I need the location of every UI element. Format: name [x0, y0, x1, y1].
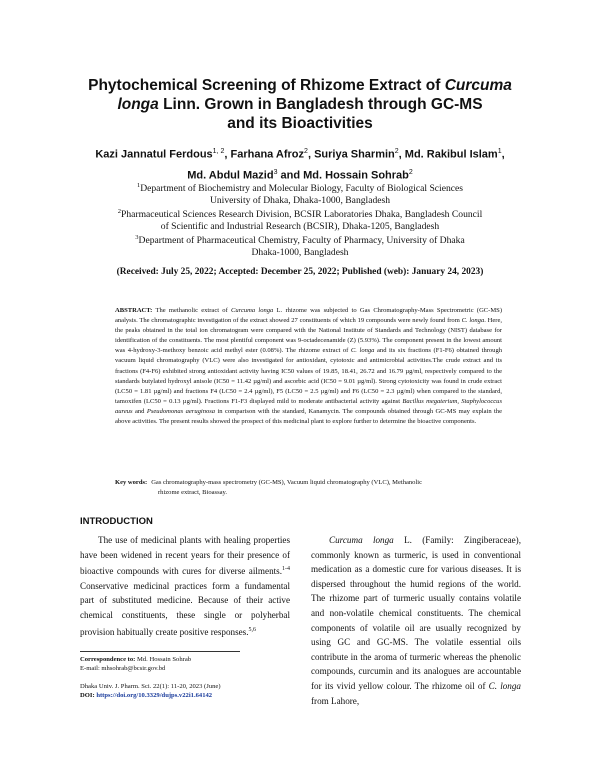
correspondence-email: E-mail: mhsohrab@bcsir.gov.bd: [80, 665, 166, 673]
correspondence-note: Correspondence to: Md. Hossain Sohrab E-mail: mhsohrab@bcsir.gov.bd: [80, 656, 192, 673]
journal-citation: Dhaka Univ. J. Pharm. Sci. 22(1): 11-20, 2023 (June) DOI: https://doi.org/10.3329/dujps.v22i1.64142: [80, 683, 221, 700]
doi-line: DOI: https://doi.org/10.3329/dujps.v22i1.64142: [80, 692, 213, 700]
author-affil-sup: 2: [304, 148, 308, 155]
author-name: Suriya Sharmin: [314, 148, 395, 161]
affiliation-list: [100, 180, 500, 259]
author-affil-sup: 1, 2: [212, 148, 225, 155]
intro-paragraph: The use of medicinal plants with healing properties have been widened in recent years for their presence of bioactive compounds with cures for diverse ailments.$^{1-4}$ Conservative medicinal practices form a fundamental part of substituted medicine. Because of their active chemical constituents, these single or polyherbal provision habitually create positive responses.$^{5,6}$: [80, 535, 290, 637]
affiliation: $^1$Department of Biochemistry and Molecular Biology, Faculty of Biological Sciences University of Dhaka, Dhaka-1000, Bangladesh: [136, 182, 464, 206]
title-line1: Phytochemical Screening of Rhizome Extract of: [88, 77, 441, 94]
intro-column-right: [311, 533, 521, 708]
received-dates: (Received: July 25, 2022; Accepted: December 25, 2022; Published (web): January 24, 2023): [116, 267, 484, 277]
abstract: ABSTRACT: The methanolic extract of Curcuma longa L. rhizome was subjected to Gas Chromatography-Mass Spectrometric (GC-MS) analysis. The chromatographic investigation of the extract showed 27 constituents of which 19 compounds were newly found from C. longa. Here, the peaks obtained in the total ion chromatogram were compared with the National Institute of Standards and Technology (NIST) database for identification of the constituents. The most plentiful component was 9-octadecenamide (Z) (5.93%). The component present in the lowest amount was 4-hydroxy-3-methoxy benzoic acid methyl ester (0.08%). The rhizome extract of C. longa and its six fractions (F1-F6) obtained through vacuum liquid chromatography (VLC) were also investigated for antioxidant, cytotoxic and antimicrobial activities.The crude extract and its fractions (F4-F6) exhibited strong antioxidant activity having IC50 values of 19.85, 18.41, 26.72 and 16.79 µg/ml, respectively compared to the standards butylated hydroxyl anisole (IC50 = 11.42 µg/ml) and ascorbic acid (IC50 = 9.01 µg/ml). Strong cytotoxicity was found in crude extract (LC50 = 1.81 µg/ml) and fractions F4 (LC50 = 2.4 µg/ml), F5 (LC50 = 2.5 µg/ml) and F6 (LC50 = 2.3 µg/ml) when compared to the standard, tamoxifen (LC50 = 0.13 µg/ml). Fractions F1-F3 displayed mild to moderate antibacterial activity against Bacillus megaterium, Staphylococcus aureus and Pseudomonas aeruginosa in comparison with the standard, Kanamycin. The compounds obtained through GC-MS may explain the above activities. The present results showed the prospect of this medicinal plant to explore further to determine the bioactive components.: [115, 307, 502, 426]
author-affil-sup: 3: [273, 168, 278, 176]
title-italic-species: longa: [117, 96, 159, 113]
footnote-divider: [80, 651, 240, 652]
author-name: Kazi Jannatul Ferdous: [95, 148, 213, 161]
author-name: Md. Abdul Mazid: [187, 169, 274, 182]
keywords: Key words: Gas chromatography-mass spectrometry (GC-MS), Vacuum liquid chromatography (VLC), Methanolic rhizome extract, Bioassay.: [115, 479, 422, 497]
author-affil-sup: 1: [497, 148, 502, 155]
title-line2: Linn. Grown in Bangladesh through GC-MS: [163, 96, 483, 113]
abstract-label: ABSTRACT:: [115, 307, 153, 314]
title-line3: and its Bioactivities: [227, 115, 373, 132]
intro-paragraph: Curcuma longa L. (Family: Zingiberaceae), commonly known as turmeric, is used in conventional medication as a domestic cure for various diseases. It is dispersed throughout the humid regions of the world. The rhizome part of turmeric usually contains volatile and non-volatile chemical constituents. The chemical components of volatile oil are usually recognized by using GC and GC-MS. The volatile essential oils contribute in the aroma of turmeric whereas the phenolic compounds, curcumin and its analogues are accountable for its vivid yellow colour. The rhizome oil of C. longa from Lahore,: [311, 535, 521, 706]
author-name: Farhana Afroz: [230, 148, 305, 161]
keywords-label: Key words:: [115, 479, 148, 486]
author-list: Kazi Jannatul Ferdous$^{1, 2}$, Farhana Afroz$^2$, Suriya Sharmin$^2$, Md. Rakibul Islam$^1$, Md. Abdul Mazid$^3$ and Md. Hossain Sohrab$^2$: [95, 148, 505, 182]
author-affil-sup: 2: [394, 148, 399, 155]
section-heading-introduction: INTRODUCTION: [80, 516, 153, 527]
author-name: Md. Rakibul Islam: [404, 148, 498, 161]
intro-column-left: [80, 533, 290, 639]
affiliation: $^2$Pharmaceutical Sciences Research Division, BCSIR Laboratories Dhaka, Bangladesh Council of Scientific and Industrial Research (BCSIR), Dhaka-1205, Bangladesh: [117, 208, 483, 232]
author-affil-sup: 2: [408, 168, 413, 176]
doi-link[interactable]: https://doi.org/10.3329/dujps.v22i1.64142: [96, 692, 213, 700]
author-name: Md. Hossain Sohrab: [303, 169, 409, 182]
title-italic-genus: Curcuma: [444, 77, 512, 94]
paper-title: [60, 76, 540, 133]
affiliation: $^3$Department of Pharmaceutical Chemistry, Faculty of Pharmacy, University of Dhaka Dhaka-1000, Bangladesh: [135, 234, 465, 259]
